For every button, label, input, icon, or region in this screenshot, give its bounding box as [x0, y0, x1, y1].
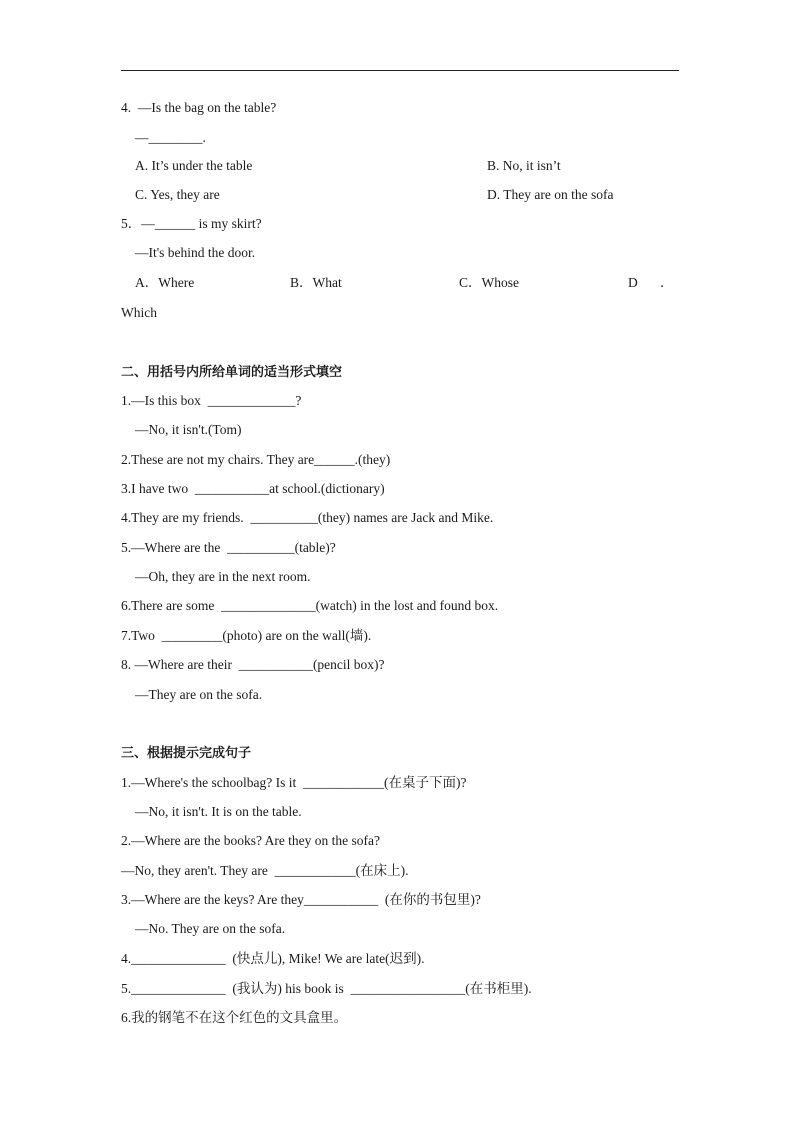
s3-line-8: 5.______________ (我认为) his book is _________________(在书柜里).	[121, 981, 532, 996]
q5-option-d-word: Which	[121, 305, 157, 320]
s2-line-7: —Oh, they are in the next room.	[135, 569, 311, 584]
q5-option-a: A．Where	[135, 275, 195, 290]
s2-line-5: 4.They are my friends. __________(they) names are Jack and Mike.	[121, 510, 494, 525]
q5-option-d-letter: D	[628, 275, 638, 290]
q5-option-b: B．What	[290, 275, 342, 290]
s2-line-1: 1.—Is this box _____________?	[121, 393, 302, 408]
s3-line-6: —No. They are on the sofa.	[135, 921, 286, 936]
section3-heading: 三、根据提示完成句子	[121, 746, 252, 761]
s2-line-8: 6.There are some ______________(watch) in the lost and found box.	[121, 598, 499, 613]
s2-line-10: 8. —Where are their ___________(pencil box)?	[121, 657, 385, 672]
q4-option-b: B. No, it isn’t	[487, 158, 561, 173]
s3-line-9: 6.我的钢笔不在这个红色的文具盒里。	[121, 1010, 348, 1025]
s2-line-6: 5.—Where are the __________(table)?	[121, 540, 336, 555]
q4-option-c: C. Yes, they are	[135, 187, 220, 202]
header-rule	[121, 70, 679, 71]
q4-option-d: D. They are on the sofa	[487, 187, 614, 202]
s3-line-3: 2.—Where are the books? Are they on the sofa?	[121, 833, 381, 848]
q5-reply: —It's behind the door.	[135, 245, 256, 260]
s3-line-5: 3.—Where are the keys? Are they___________ (在你的书包里)?	[121, 892, 481, 907]
q4-stem: 4. —Is the bag on the table?	[121, 100, 277, 115]
section2-heading: 二、用括号内所给单词的适当形式填空	[121, 365, 343, 380]
q5-stem: 5．—______ is my skirt?	[121, 216, 262, 231]
s3-line-1: 1.—Where's the schoolbag? Is it ____________(在桌子下面)?	[121, 775, 467, 790]
q4-answer-blank: —________.	[135, 130, 206, 145]
q5-option-d-dot: ．	[660, 275, 674, 290]
s3-line-2: —No, it isn't. It is on the table.	[135, 804, 302, 819]
q4-option-a: A. It’s under the table	[135, 158, 253, 173]
s2-line-4: 3.I have two ___________at school.(dictionary)	[121, 481, 385, 496]
s2-line-2: —No, it isn't.(Tom)	[135, 422, 242, 437]
s2-line-11: —They are on the sofa.	[135, 687, 263, 702]
s3-line-4: —No, they aren't. They are ____________(在床上).	[121, 863, 409, 878]
s2-line-3: 2.These are not my chairs. They are______.(they)	[121, 452, 391, 467]
s2-line-9: 7.Two _________(photo) are on the wall(墙).	[121, 628, 372, 643]
s3-line-7: 4.______________ (快点儿), Mike! We are late(迟到).	[121, 951, 425, 966]
q5-option-c: C．Whose	[459, 275, 519, 290]
